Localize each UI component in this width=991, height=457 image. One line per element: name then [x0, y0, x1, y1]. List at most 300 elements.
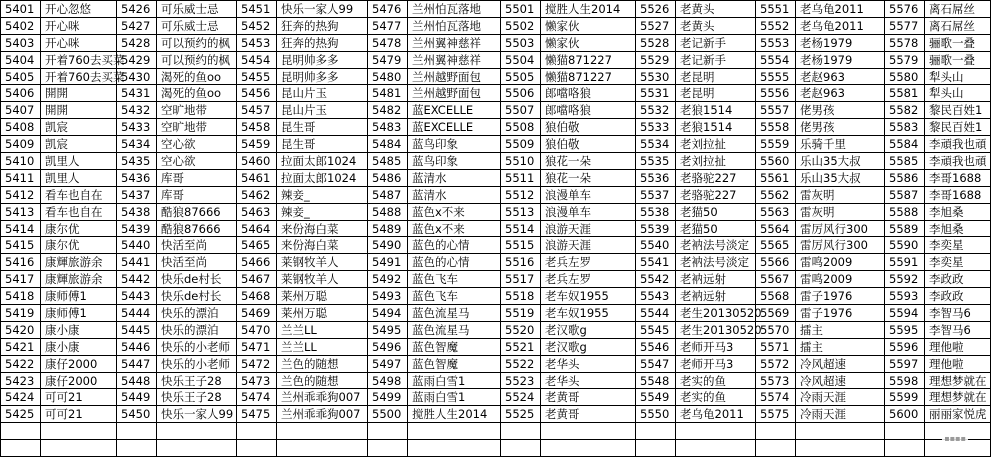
row-number-cell: 5415 [1, 237, 41, 254]
name-cell: 开着760去买菜 [41, 68, 117, 85]
row-number-cell: 5485 [368, 153, 408, 170]
name-cell: 老实的鱼 [676, 372, 756, 389]
name-cell: 蓝清水 [408, 169, 501, 186]
name-cell: 雷灰明 [796, 186, 885, 203]
row-number-cell: 5430 [117, 68, 157, 85]
row-number-cell: 5449 [117, 389, 157, 406]
empty-cell [636, 423, 676, 440]
name-cell: 老兵左罗 [541, 271, 636, 288]
row-number-cell: 5489 [368, 220, 408, 237]
row-number-cell: 5451 [237, 1, 277, 18]
name-cell: 兰州怕瓦落地 [408, 17, 501, 34]
table-row [1, 17, 991, 34]
row-number-cell: 5511 [501, 169, 541, 186]
row-number-cell: 5579 [885, 51, 925, 68]
name-cell: 老衲法号淡定 [676, 237, 756, 254]
table-row [1, 406, 991, 423]
name-cell: 狼花一朵 [541, 153, 636, 170]
name-cell: 康仔2000 [41, 355, 117, 372]
name-cell: 可可21 [41, 406, 117, 423]
table-row [1, 203, 991, 220]
row-number-cell: 5468 [237, 288, 277, 305]
name-cell: 狼花一朵 [541, 169, 636, 186]
name-cell: 開開 [41, 85, 117, 102]
row-number-cell: 5496 [368, 338, 408, 355]
name-cell: 理想梦就在 [925, 372, 991, 389]
name-cell: 李奕星 [925, 254, 991, 271]
table-row [1, 288, 991, 305]
table-row [1, 321, 991, 338]
row-number-cell: 5599 [885, 389, 925, 406]
name-cell: 老衲远射 [676, 288, 756, 305]
name-cell: 老刘拉扯 [676, 153, 756, 170]
name-cell: 蓝色智魔 [408, 355, 501, 372]
name-cell: 来份海白菜 [277, 220, 368, 237]
empty-cell [501, 440, 541, 457]
empty-cell [408, 440, 501, 457]
row-number-cell: 5465 [237, 237, 277, 254]
row-number-cell: 5408 [1, 119, 41, 136]
row-number-cell: 5457 [237, 102, 277, 119]
empty-row [1, 423, 991, 440]
name-cell: 老杨1979 [796, 51, 885, 68]
name-cell: 蓝色流星马 [408, 305, 501, 322]
name-cell: 老汉歌g [541, 338, 636, 355]
table-row [1, 237, 991, 254]
table-row [1, 338, 991, 355]
row-number-cell: 5440 [117, 237, 157, 254]
name-cell: 兰州翼神慈祥 [408, 51, 501, 68]
row-number-cell: 5530 [636, 68, 676, 85]
name-cell: 老生20130520 [676, 305, 756, 322]
name-cell: 快活至尚 [157, 237, 237, 254]
row-number-cell: 5450 [117, 406, 157, 423]
name-cell: 渴死的鱼oo [157, 68, 237, 85]
row-number-cell: 5515 [501, 237, 541, 254]
row-number-cell: 5578 [885, 34, 925, 51]
name-cell: 郎噹咯狼 [541, 85, 636, 102]
row-number-cell: 5569 [756, 305, 796, 322]
table-row [1, 169, 991, 186]
name-cell: 老赵963 [796, 85, 885, 102]
name-cell: 蓝EXCELLE [408, 102, 501, 119]
row-number-cell: 5513 [501, 203, 541, 220]
name-cell: 懒家伙 [541, 34, 636, 51]
empty-cell [157, 440, 237, 457]
row-number-cell: 5550 [636, 406, 676, 423]
table-row [1, 102, 991, 119]
name-cell: 康輝旅游余 [41, 271, 117, 288]
row-number-cell: 5592 [885, 271, 925, 288]
name-cell: 凯里人 [41, 169, 117, 186]
name-cell: 拉面太郎1024 [277, 153, 368, 170]
name-cell: 看车也自在 [41, 203, 117, 220]
empty-cell [117, 423, 157, 440]
name-cell: 狼伯敬 [541, 119, 636, 136]
name-cell: 渴死的鱼oo [157, 85, 237, 102]
row-number-cell: 5480 [368, 68, 408, 85]
row-number-cell: 5555 [756, 68, 796, 85]
row-number-cell: 5433 [117, 119, 157, 136]
row-number-cell: 5545 [636, 321, 676, 338]
row-number-cell: 5425 [1, 406, 41, 423]
table-row [1, 389, 991, 406]
name-cell: 开心忽悠 [41, 1, 117, 18]
row-number-cell: 5527 [636, 17, 676, 34]
row-number-cell: 5529 [636, 51, 676, 68]
row-number-cell: 5521 [501, 338, 541, 355]
name-cell: 蓝雨白雪1 [408, 372, 501, 389]
row-number-cell: 5572 [756, 355, 796, 372]
name-cell: 可可21 [41, 389, 117, 406]
row-number-cell: 5411 [1, 169, 41, 186]
name-cell: 老华头 [541, 372, 636, 389]
name-cell: 兰州翼神慈祥 [408, 34, 501, 51]
row-number-cell: 5447 [117, 355, 157, 372]
name-cell: 兰州乖乖狗007 [277, 389, 368, 406]
row-number-cell: 5446 [117, 338, 157, 355]
name-cell: 兰州怕瓦落地 [408, 1, 501, 18]
empty-cell [541, 423, 636, 440]
row-number-cell: 5593 [885, 288, 925, 305]
name-cell: 来份海白菜 [277, 237, 368, 254]
name-cell: 开心咪 [41, 34, 117, 51]
name-cell: 老赵963 [796, 68, 885, 85]
name-cell: 雷子1976 [796, 305, 885, 322]
name-cell: 狼伯敬 [541, 136, 636, 153]
name-cell: 离石屌丝 [925, 1, 991, 18]
row-number-cell: 5476 [368, 1, 408, 18]
name-cell: 開開 [41, 102, 117, 119]
row-number-cell: 5484 [368, 136, 408, 153]
name-cell: 乐山35大叔 [796, 153, 885, 170]
row-number-cell: 5580 [885, 68, 925, 85]
row-number-cell: 5519 [501, 305, 541, 322]
table-row [1, 1, 991, 18]
name-cell: 冷风超速 [796, 355, 885, 372]
row-number-cell: 5517 [501, 271, 541, 288]
row-number-cell: 5453 [237, 34, 277, 51]
table-body [1, 1, 991, 457]
name-cell: 冷雨天涯 [796, 389, 885, 406]
table-row [1, 68, 991, 85]
row-number-cell: 5439 [117, 220, 157, 237]
name-cell: 蓝清水 [408, 186, 501, 203]
row-number-cell: 5414 [1, 220, 41, 237]
name-cell: 骊歌一叠 [925, 51, 991, 68]
name-cell: 康小康 [41, 338, 117, 355]
row-number-cell: 5562 [756, 186, 796, 203]
name-cell: 浪游天涯 [541, 237, 636, 254]
name-cell: 老师开马3 [676, 355, 756, 372]
row-number-cell: 5464 [237, 220, 277, 237]
row-number-cell: 5409 [1, 136, 41, 153]
name-cell: 快活至尚 [157, 254, 237, 271]
row-number-cell: 5600 [885, 406, 925, 423]
name-cell: 老昆明 [676, 68, 756, 85]
row-number-cell: 5454 [237, 51, 277, 68]
row-number-cell: 5459 [237, 136, 277, 153]
row-number-cell: 5533 [636, 119, 676, 136]
empty-cell [117, 440, 157, 457]
row-number-cell: 5467 [237, 271, 277, 288]
name-cell: 老狼1514 [676, 119, 756, 136]
name-cell: 凯里人 [41, 153, 117, 170]
name-cell: 老师开马3 [676, 338, 756, 355]
row-number-cell: 5407 [1, 102, 41, 119]
name-cell: 黎民百姓1 [925, 102, 991, 119]
row-number-cell: 5598 [885, 372, 925, 389]
row-number-cell: 5581 [885, 85, 925, 102]
name-cell: 康尔优 [41, 237, 117, 254]
row-number-cell: 5570 [756, 321, 796, 338]
row-number-cell: 5479 [368, 51, 408, 68]
name-cell: 老车奴1955 [541, 305, 636, 322]
name-cell: 擂主 [796, 338, 885, 355]
name-cell: 开着760去买菜 [41, 51, 117, 68]
row-number-cell: 5505 [501, 68, 541, 85]
empty-cell [157, 423, 237, 440]
empty-cell [277, 440, 368, 457]
row-number-cell: 5588 [885, 203, 925, 220]
table-row [1, 254, 991, 271]
row-number-cell: 5466 [237, 254, 277, 271]
row-number-cell: 5510 [501, 153, 541, 170]
empty-cell [368, 440, 408, 457]
row-number-cell: 5406 [1, 85, 41, 102]
row-number-cell: 5461 [237, 169, 277, 186]
name-cell: 看车也自在 [41, 186, 117, 203]
row-number-cell: 5534 [636, 136, 676, 153]
empty-cell [1, 423, 41, 440]
name-cell: 李奕星 [925, 237, 991, 254]
table-row [1, 136, 991, 153]
name-cell: 搅胜人生2014 [408, 406, 501, 423]
row-number-cell: 5441 [117, 254, 157, 271]
row-number-cell: 5483 [368, 119, 408, 136]
row-number-cell: 5537 [636, 186, 676, 203]
empty-cell [885, 440, 925, 457]
row-number-cell: 5520 [501, 321, 541, 338]
name-cell: 老猫50 [676, 203, 756, 220]
name-cell: 雷灰明 [796, 203, 885, 220]
row-number-cell: 5427 [117, 17, 157, 34]
name-cell: 浪漫单车 [541, 186, 636, 203]
row-number-cell: 5417 [1, 271, 41, 288]
name-cell: 老乌龟2011 [796, 17, 885, 34]
name-cell: 拉面太郎1024 [277, 169, 368, 186]
row-number-cell: 5532 [636, 102, 676, 119]
empty-cell [676, 440, 756, 457]
name-cell: 可以预约的枫 [157, 34, 237, 51]
name-cell: 老骆驼227 [676, 186, 756, 203]
name-cell: 蓝色的心情 [408, 254, 501, 271]
name-cell: 蓝色流星马 [408, 321, 501, 338]
row-number-cell: 5474 [237, 389, 277, 406]
name-cell: 蓝鸟印象 [408, 136, 501, 153]
name-cell: 李頑我也頑 [925, 153, 991, 170]
row-number-cell: 5524 [501, 389, 541, 406]
row-number-cell: 5556 [756, 85, 796, 102]
name-cell: 雷鸣2009 [796, 271, 885, 288]
row-number-cell: 5462 [237, 186, 277, 203]
name-cell: 懒猫871227 [541, 68, 636, 85]
row-number-cell: 5431 [117, 85, 157, 102]
name-cell: 老黄头 [676, 1, 756, 18]
row-number-cell: 5401 [1, 1, 41, 18]
name-cell: 老乌龟2011 [676, 406, 756, 423]
row-number-cell: 5501 [501, 1, 541, 18]
row-number-cell: 5547 [636, 355, 676, 372]
name-cell: 蓝EXCELLE [408, 119, 501, 136]
name-cell: 康师傅1 [41, 288, 117, 305]
name-cell: 老衲法号淡定 [676, 254, 756, 271]
row-number-cell: 5499 [368, 389, 408, 406]
row-number-cell: 5540 [636, 237, 676, 254]
row-number-cell: 5586 [885, 169, 925, 186]
name-cell: 空心欲 [157, 153, 237, 170]
name-cell: 莱州万聪 [277, 305, 368, 322]
empty-cell [541, 440, 636, 457]
name-cell: 快乐的漂泊 [157, 321, 237, 338]
name-cell: 理他啦 [925, 355, 991, 372]
name-cell: 莱州万聪 [277, 288, 368, 305]
name-cell: 李旭桑 [925, 220, 991, 237]
row-number-cell: 5546 [636, 338, 676, 355]
row-number-cell: 5492 [368, 271, 408, 288]
table-row [1, 305, 991, 322]
name-cell: 可乐威士忌 [157, 1, 237, 18]
name-cell: 郎噹咯狼 [541, 102, 636, 119]
name-cell: 快乐的漂泊 [157, 305, 237, 322]
name-cell: 空心欲 [157, 136, 237, 153]
name-cell: 兰州乖乖狗007 [277, 406, 368, 423]
empty-cell [636, 440, 676, 457]
row-number-cell: 5473 [237, 372, 277, 389]
row-number-cell: 5456 [237, 85, 277, 102]
name-cell: 酷狼87666 [157, 220, 237, 237]
row-number-cell: 5591 [885, 254, 925, 271]
name-cell: 骊歌一叠 [925, 34, 991, 51]
row-number-cell: 5486 [368, 169, 408, 186]
name-cell: 老汉歌g [541, 321, 636, 338]
table-row [1, 372, 991, 389]
name-cell: 佬男孩 [796, 102, 885, 119]
name-cell: 康輝旅游余 [41, 254, 117, 271]
row-number-cell: 5469 [237, 305, 277, 322]
empty-cell [676, 423, 756, 440]
row-number-cell: 5514 [501, 220, 541, 237]
row-number-cell: 5452 [237, 17, 277, 34]
row-number-cell: 5495 [368, 321, 408, 338]
row-number-cell: 5597 [885, 355, 925, 372]
row-number-cell: 5587 [885, 186, 925, 203]
row-number-cell: 5434 [117, 136, 157, 153]
name-cell: 冷雨天涯 [796, 406, 885, 423]
name-cell: 昆山片玉 [277, 102, 368, 119]
name-cell: 老实的鱼 [676, 389, 756, 406]
name-cell: 库哥 [157, 186, 237, 203]
row-number-cell: 5482 [368, 102, 408, 119]
row-number-cell: 5525 [501, 406, 541, 423]
name-cell: 老华头 [541, 355, 636, 372]
empty-cell [885, 423, 925, 440]
name-cell: 老狼1514 [676, 102, 756, 119]
name-cell: 可以预约的枫 [157, 51, 237, 68]
row-number-cell: 5516 [501, 254, 541, 271]
name-cell: 蓝色x不来 [408, 203, 501, 220]
name-cell: 李旭桑 [925, 203, 991, 220]
empty-cell [237, 440, 277, 457]
row-number-cell: 5488 [368, 203, 408, 220]
table-row [1, 355, 991, 372]
name-cell: 凯宸 [41, 119, 117, 136]
row-number-cell: 5549 [636, 389, 676, 406]
row-number-cell: 5432 [117, 102, 157, 119]
name-cell: 库哥 [157, 169, 237, 186]
empty-cell [1, 440, 41, 457]
row-number-cell: 5487 [368, 186, 408, 203]
empty-row [1, 440, 991, 457]
name-cell: 康师傅1 [41, 305, 117, 322]
row-number-cell: 5507 [501, 102, 541, 119]
name-cell: 快乐de村长 [157, 288, 237, 305]
name-cell: 李政政 [925, 288, 991, 305]
name-cell: 空旷地带 [157, 102, 237, 119]
name-cell: 昆明帅多多 [277, 68, 368, 85]
name-cell: 蓝色x不来 [408, 220, 501, 237]
row-number-cell: 5538 [636, 203, 676, 220]
row-number-cell: 5535 [636, 153, 676, 170]
name-cell: 兰色的随想 [277, 372, 368, 389]
row-number-cell: 5512 [501, 186, 541, 203]
name-cell: 莱钢牧羊人 [277, 254, 368, 271]
name-cell: 可乐威士忌 [157, 17, 237, 34]
table-row [1, 85, 991, 102]
name-cell: 辣妾_ [277, 203, 368, 220]
name-cell: 老乌龟2011 [796, 1, 885, 18]
row-number-cell: 5438 [117, 203, 157, 220]
row-number-cell: 5558 [756, 119, 796, 136]
table-row [1, 34, 991, 51]
row-number-cell: 5566 [756, 254, 796, 271]
row-number-cell: 5548 [636, 372, 676, 389]
row-number-cell: 5436 [117, 169, 157, 186]
row-number-cell: 5561 [756, 169, 796, 186]
row-number-cell: 5422 [1, 355, 41, 372]
name-cell: 康尔优 [41, 220, 117, 237]
row-number-cell: 5596 [885, 338, 925, 355]
name-cell: 理他啦 [925, 338, 991, 355]
row-number-cell: 5564 [756, 220, 796, 237]
name-cell: 丽丽家悦虎 [925, 406, 991, 423]
name-cell: 空旷地带 [157, 119, 237, 136]
name-cell: 懒猫871227 [541, 51, 636, 68]
row-number-cell: 5491 [368, 254, 408, 271]
name-cell: 康仔2000 [41, 372, 117, 389]
row-number-cell: 5460 [237, 153, 277, 170]
name-cell: 佬男孩 [796, 119, 885, 136]
name-cell: 雷鸣2009 [796, 254, 885, 271]
row-number-cell: 5490 [368, 237, 408, 254]
row-number-cell: 5531 [636, 85, 676, 102]
row-number-cell: 5553 [756, 34, 796, 51]
row-number-cell: 5404 [1, 51, 41, 68]
row-number-cell: 5574 [756, 389, 796, 406]
name-cell: 老兵左罗 [541, 254, 636, 271]
name-cell: 蓝色的心情 [408, 237, 501, 254]
row-number-cell: 5589 [885, 220, 925, 237]
